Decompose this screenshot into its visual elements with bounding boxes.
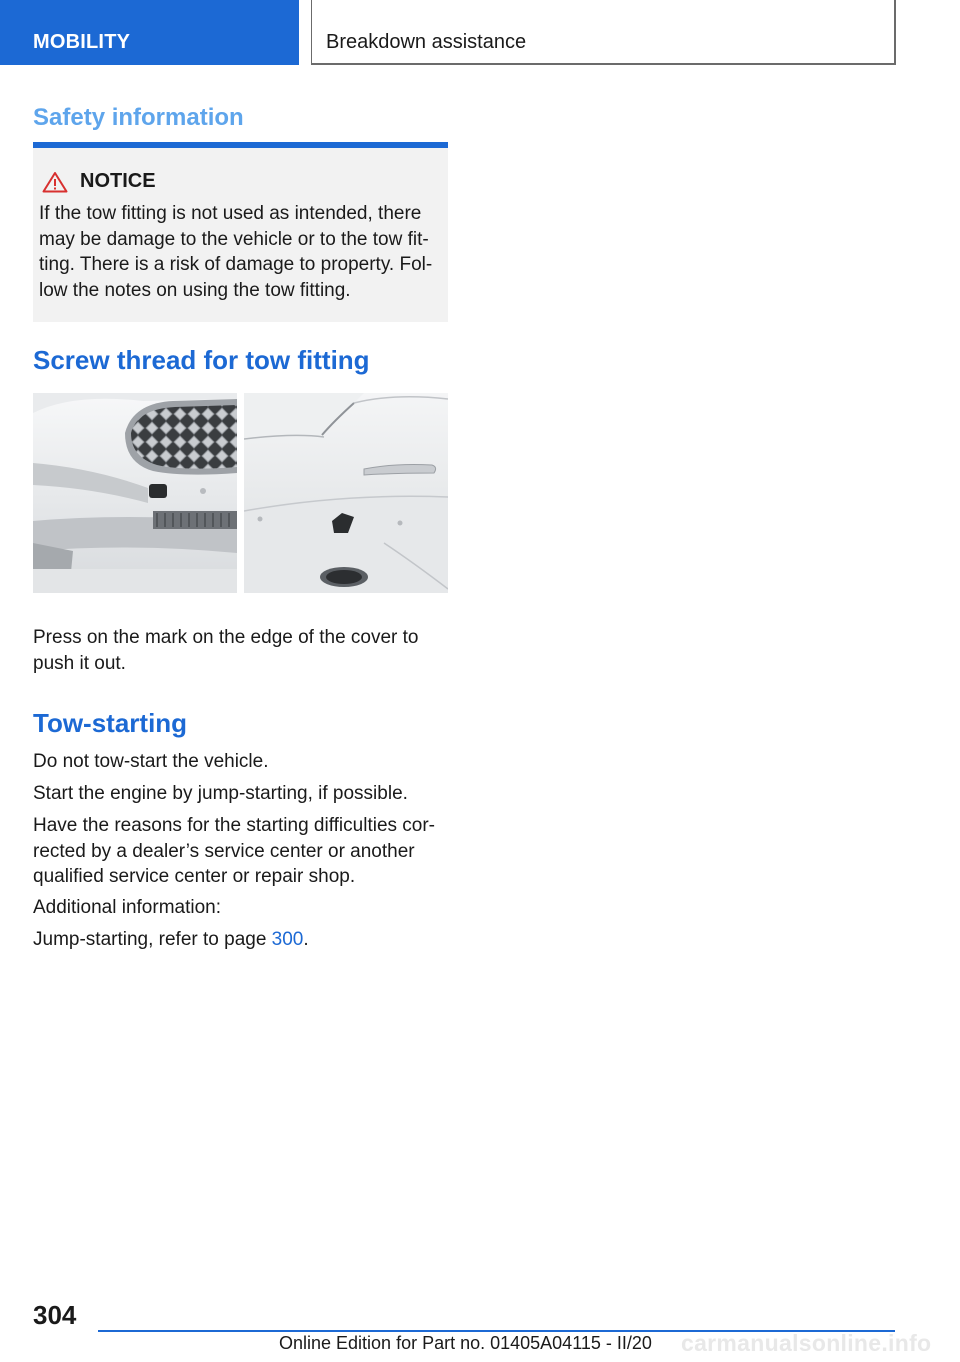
warning-triangle-icon	[42, 171, 68, 193]
notice-text: If the tow fitting is not used as intended, there may be damage to the vehicle or to the tow fit-ting. There is a risk of damage to property. Fol-low the notes on using the tow fitting.	[39, 203, 433, 301]
tow-starting-line-5	[33, 927, 448, 953]
watermark: carmanualsonline.info	[681, 1330, 932, 1356]
notice-label: NOTICE	[80, 170, 156, 192]
jump-start-reference-text: Jump-starting, refer to page	[33, 929, 272, 950]
front-bumper-image	[33, 393, 237, 593]
header-chapter-label: Breakdown assistance	[326, 31, 527, 53]
header-chapter-tab	[311, 0, 896, 65]
tow-starting-line-1: Do not tow-start the vehicle.	[33, 751, 269, 772]
notice-box	[33, 148, 448, 322]
page-number: 304	[33, 1300, 77, 1330]
header-section-label: MOBILITY	[33, 31, 131, 53]
tow-fitting-instruction: Press on the mark on the edge of the cover to push it out.	[33, 627, 419, 674]
jump-start-reference-period: .	[303, 929, 309, 950]
page-300-link[interactable]: 300	[271, 929, 304, 950]
screw-thread-heading: Screw thread for tow fitting	[33, 345, 370, 375]
safety-heading: Safety information	[33, 104, 244, 131]
tow-starting-line-2: Start the engine by jump-starting, if possible.	[33, 783, 408, 804]
tow-starting-line-4: Additional information:	[33, 897, 221, 918]
tow-starting-line-3: Have the reasons for the starting difficulties cor-rected by a dealer’s service center or another qualified service center or repair shop.	[33, 815, 436, 887]
notice-header	[42, 170, 156, 193]
header-section-tab	[0, 0, 299, 65]
tow-starting-heading: Tow-starting	[33, 708, 188, 738]
footer-edition: Online Edition for Part no. 01405A04115 - II/20	[279, 1333, 652, 1353]
rear-bumper-image	[244, 393, 448, 593]
